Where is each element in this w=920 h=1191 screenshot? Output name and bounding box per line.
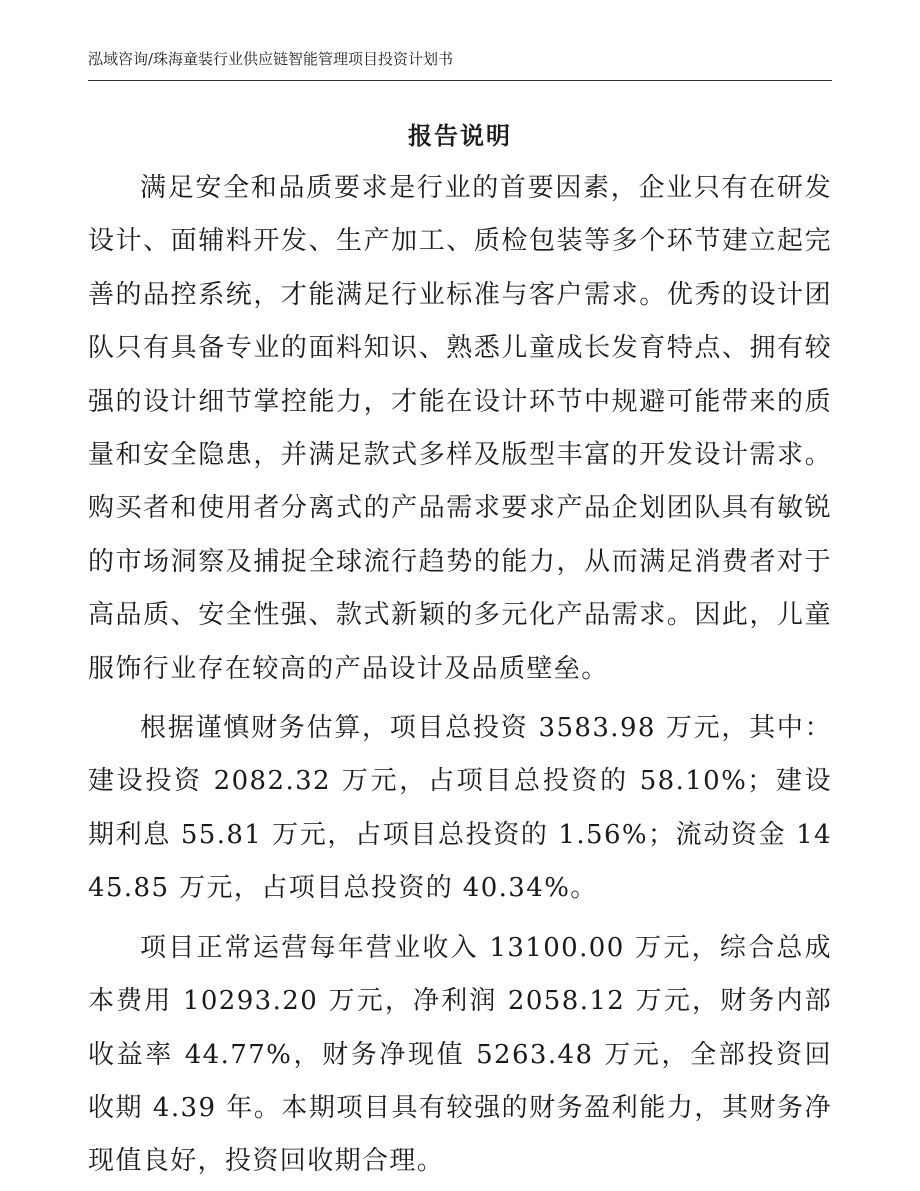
section-title: 报告说明 [408,121,512,150]
header-rule [88,80,832,81]
running-header: 泓域咨询/珠海童装行业供应链智能管理项目投资计划书 [88,50,454,68]
report-body [88,162,832,1189]
paragraph-quality-barrier: 满足安全和品质要求是行业的首要因素，企业只有在研发设计、面辅料开发、生产加工、质检包装等多个环节建立起完善的品控系统，才能满足行业标准与客户需求。优秀的设计团队只有具备专业的面料知识、熟悉儿童成长发育特点、拥有较强的设计细节掌控能力，才能在设计环节中规避可能带来的质量和安全隐患，并满足款式多样及版型丰富的开发设计需求。购买者和使用者分离式的产品需求要求产品企划团队具有敏锐的市场洞察及捕捉全球流行趋势的能力，从而满足消费者对于高品质、安全性强、款式新颖的多元化产品需求。因此，儿童服饰行业存在较高的产品设计及品质壁垒。 [88,173,832,684]
paragraph-financial-returns: 项目正常运营每年营业收入 13100.00 万元，综合总成本费用 10293.20 万元，净利润 2058.12 万元，财务内部收益率 44.77%，财务净现值 5263.48 万元，全部投资回收期 4.39 年。本期项目具有较强的财务盈利能力，其财务净现值良好，投资回收期合理。 [88,932,832,1177]
paragraph-investment-estimate: 根据谨慎财务估算，项目总投资 3583.98 万元，其中：建设投资 2082.32 万元，占项目总投资的 58.10%；建设期利息 55.81 万元，占项目总投资的 1.56%；流动资金 1445.85 万元，占项目总投资的 40.34%。 [88,713,832,904]
